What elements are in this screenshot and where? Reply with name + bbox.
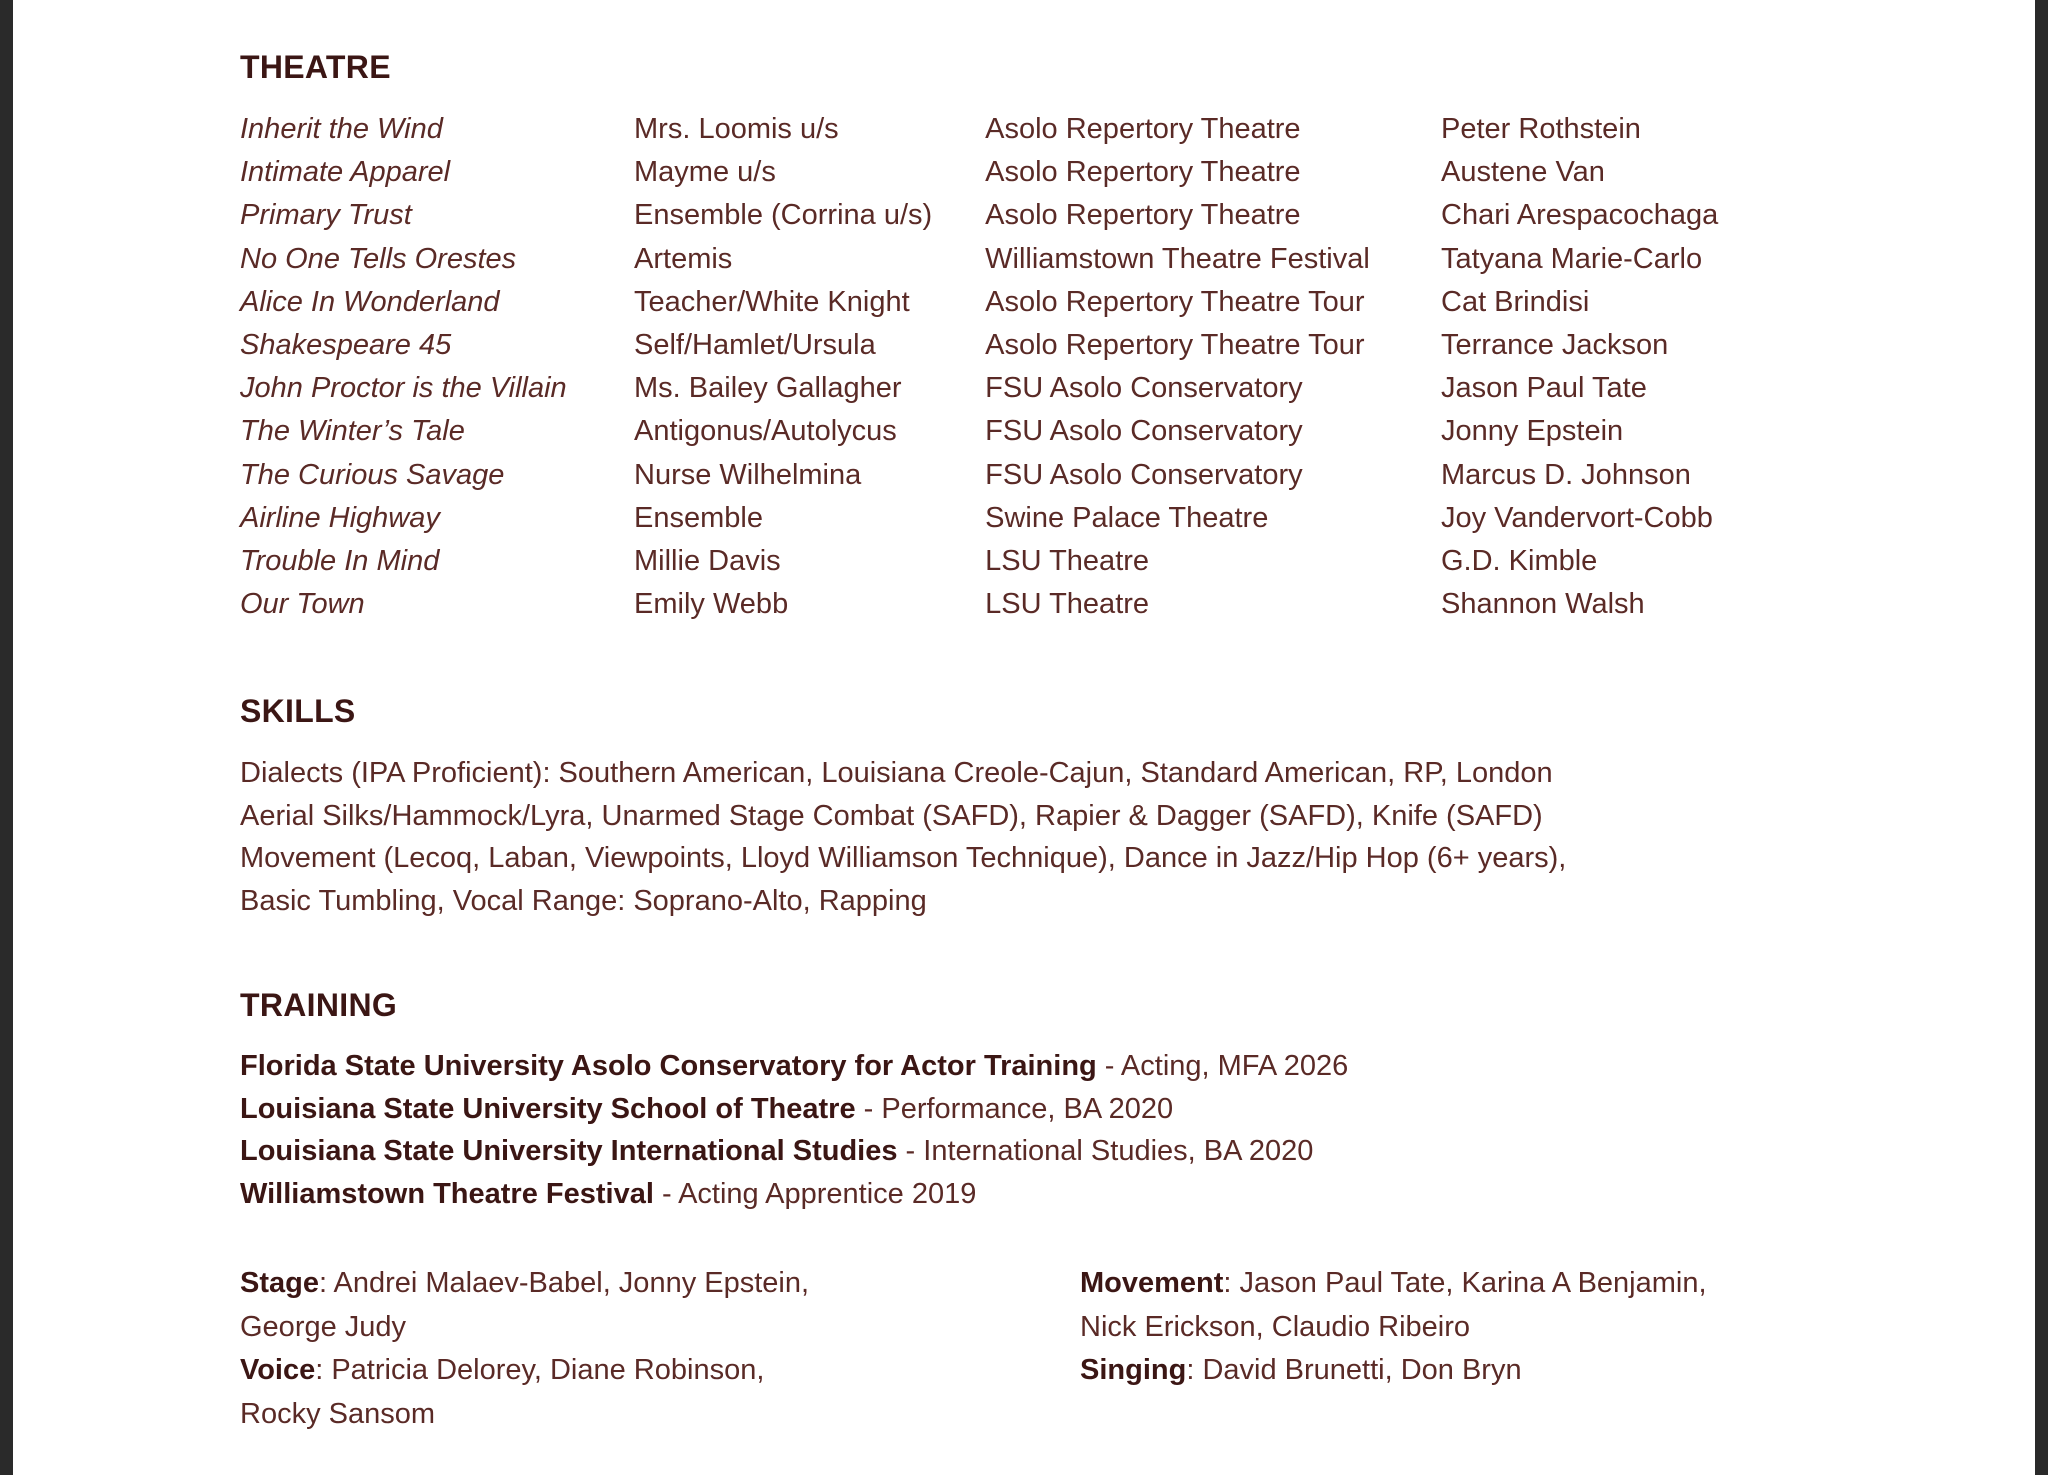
role: Emily Webb	[634, 588, 789, 621]
theatre-row	[240, 108, 1840, 151]
theatre-credits-table	[240, 108, 1840, 626]
company: Asolo Repertory Theatre	[985, 113, 1301, 146]
theatre-row	[240, 281, 1840, 324]
theatre-row	[240, 194, 1840, 237]
director: Terrance Jackson	[1441, 329, 1669, 362]
viewer-frame-right	[2035, 0, 2048, 1475]
role: Ms. Bailey Gallagher	[634, 372, 902, 405]
show-title: Intimate Apparel	[240, 156, 451, 189]
teachers-left-column	[240, 1262, 940, 1436]
show-title: Shakespeare 45	[240, 329, 452, 362]
skills-line: Movement (Lecoq, Laban, Viewpoints, Lloyd Williamson Technique), Dance in Jazz/Hip Hop (6+ years),	[240, 842, 1567, 874]
theatre-row	[240, 238, 1840, 281]
role: Mayme u/s	[634, 156, 776, 189]
company: LSU Theatre	[985, 588, 1150, 621]
director: Shannon Walsh	[1441, 588, 1645, 621]
theatre-row	[240, 324, 1840, 367]
show-title: Inherit the Wind	[240, 113, 443, 146]
director: Marcus D. Johnson	[1441, 458, 1691, 491]
theatre-heading: THEATRE	[240, 49, 391, 85]
school-name: Louisiana State University International Studies	[240, 1135, 898, 1167]
show-title: Alice In Wonderland	[240, 285, 500, 318]
voice-names: : Patricia Delorey, Diane Robinson,	[315, 1354, 765, 1386]
theatre-row	[240, 540, 1840, 583]
director: G.D. Kimble	[1441, 544, 1598, 577]
theatre-row	[240, 583, 1840, 626]
stage-teachers	[240, 1262, 940, 1306]
theatre-row	[240, 151, 1840, 194]
voice-label: Voice	[240, 1354, 316, 1386]
singing-label: Singing	[1080, 1354, 1187, 1386]
stage-names: : Andrei Malaev-Babel, Jonny Epstein,	[318, 1267, 810, 1299]
show-title: Our Town	[240, 588, 365, 621]
show-title: Airline Highway	[240, 501, 440, 534]
director: Peter Rothstein	[1441, 113, 1641, 146]
school-name: Williamstown Theatre Festival	[240, 1177, 654, 1210]
teachers-right-column	[1080, 1262, 1800, 1393]
role: Antigonus/Autolycus	[634, 415, 897, 448]
company: LSU Theatre	[985, 544, 1150, 577]
viewer-frame-left	[0, 0, 13, 1475]
director: Jason Paul Tate	[1441, 372, 1647, 405]
skills-heading: SKILLS	[240, 693, 356, 729]
company: Asolo Repertory Theatre	[985, 156, 1301, 189]
company: Williamstown Theatre Festival	[985, 242, 1370, 275]
skills-list	[240, 752, 1566, 922]
role: Nurse Wilhelmina	[634, 458, 862, 491]
movement-label: Movement	[1080, 1267, 1224, 1299]
movement-teachers-continued: Nick Erickson, Claudio Ribeiro	[1080, 1310, 1471, 1343]
director: Cat Brindisi	[1441, 285, 1590, 318]
role: Mrs. Loomis u/s	[634, 113, 839, 146]
training-detail: - Acting, MFA 2026	[1096, 1050, 1349, 1082]
director: Jonny Epstein	[1441, 415, 1624, 448]
show-title: The Curious Savage	[240, 458, 505, 491]
skills-line: Dialects (IPA Proficient): Southern American, Louisiana Creole-Cajun, Standard American, RP, London	[240, 757, 1553, 789]
director: Joy Vandervort-Cobb	[1441, 501, 1713, 534]
company: Swine Palace Theatre	[985, 501, 1269, 534]
skills-line: Basic Tumbling, Vocal Range: Soprano-Alto, Rapping	[240, 884, 927, 917]
role: Ensemble (Corrina u/s)	[634, 199, 933, 232]
show-title: The Winter’s Tale	[240, 415, 465, 448]
company: Asolo Repertory Theatre Tour	[985, 285, 1365, 318]
singing-teachers	[1080, 1349, 1800, 1393]
director: Chari Arespacochaga	[1441, 199, 1719, 232]
training-entry	[240, 1173, 1348, 1216]
movement-names: : Jason Paul Tate, Karina A Benjamin,	[1223, 1267, 1707, 1299]
company: Asolo Repertory Theatre	[985, 199, 1301, 232]
theatre-row	[240, 497, 1840, 540]
show-title: John Proctor is the Villain	[240, 372, 567, 405]
voice-teachers	[240, 1349, 940, 1393]
school-name: Louisiana State University School of Theatre	[240, 1092, 856, 1125]
role: Millie Davis	[634, 544, 781, 577]
singing-names: : David Brunetti, Don Bryn	[1186, 1354, 1522, 1386]
training-detail: - Performance, BA 2020	[855, 1092, 1174, 1125]
show-title: Trouble In Mind	[240, 544, 440, 577]
theatre-row	[240, 410, 1840, 453]
training-entry	[240, 1088, 1348, 1131]
movement-teachers	[1080, 1262, 1800, 1306]
company: FSU Asolo Conservatory	[985, 415, 1303, 448]
show-title: Primary Trust	[240, 199, 412, 232]
training-entry	[240, 1045, 1348, 1088]
stage-label: Stage	[240, 1267, 319, 1299]
company: FSU Asolo Conservatory	[985, 372, 1303, 405]
training-detail: - International Studies, BA 2020	[897, 1135, 1314, 1167]
director: Tatyana Marie-Carlo	[1441, 242, 1703, 275]
company: FSU Asolo Conservatory	[985, 458, 1303, 491]
training-list	[240, 1045, 1348, 1215]
role: Ensemble	[634, 501, 763, 534]
role: Teacher/White Knight	[634, 285, 910, 318]
role: Artemis	[634, 242, 733, 275]
show-title: No One Tells Orestes	[240, 242, 517, 275]
training-entry	[240, 1130, 1348, 1173]
school-name: Florida State University Asolo Conservatory for Actor Training	[240, 1050, 1097, 1082]
theatre-row	[240, 367, 1840, 410]
stage-teachers-continued: George Judy	[240, 1310, 407, 1343]
company: Asolo Repertory Theatre Tour	[985, 329, 1365, 362]
skills-line: Aerial Silks/Hammock/Lyra, Unarmed Stage Combat (SAFD), Rapier & Dagger (SAFD), Knife (SAFD)	[240, 799, 1543, 832]
training-detail: - Acting Apprentice 2019	[653, 1177, 977, 1210]
training-heading: TRAINING	[240, 987, 398, 1023]
role: Self/Hamlet/Ursula	[634, 329, 876, 362]
theatre-row	[240, 454, 1840, 497]
director: Austene Van	[1441, 156, 1605, 189]
voice-teachers-continued: Rocky Sansom	[240, 1397, 436, 1430]
